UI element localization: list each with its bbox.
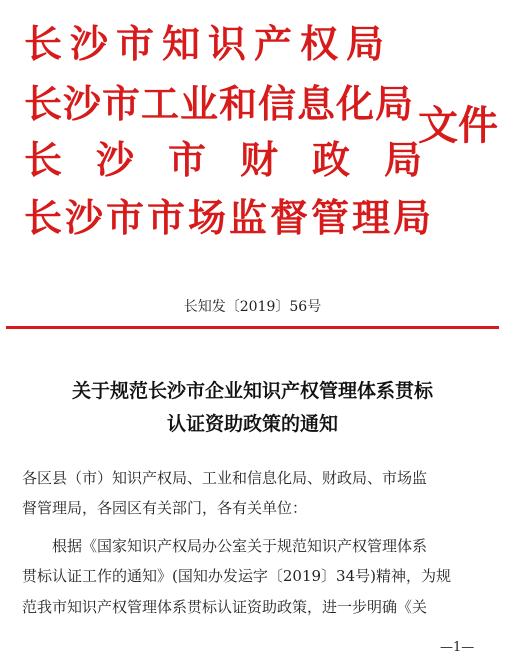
document-type-label: 文件 bbox=[418, 103, 498, 149]
red-header bbox=[0, 0, 505, 265]
issuer-market-supervision-bureau: 长沙市市场监督管理局 bbox=[24, 196, 435, 240]
body-line: 范我市知识产权管理体系贯标认证资助政策，进一步明确《关 bbox=[22, 598, 428, 616]
issuer-finance-bureau: 长沙市财政局 bbox=[24, 138, 457, 182]
body-line: 各区县（市）知识产权局、工业和信息化局、财政局、市场监 bbox=[22, 469, 428, 487]
notice-title-line-2: 认证资助政策的通知 bbox=[166, 413, 338, 435]
red-divider bbox=[6, 326, 499, 329]
page-number: —1— bbox=[440, 640, 475, 655]
issuer-ip-bureau: 长沙市知识产权局 bbox=[24, 22, 393, 66]
body-line: 贯标认证工作的通知》(国知办发运字〔2019〕34号)精神，为规 bbox=[22, 567, 451, 585]
notice-title-line-1: 关于规范长沙市企业知识产权管理体系贯标 bbox=[71, 380, 433, 402]
body-line: 督管理局，各园区有关部门，各有关单位： bbox=[22, 499, 308, 517]
body-line: 根据《国家知识产权局办公室关于规范知识产权管理体系 bbox=[52, 537, 428, 555]
issuer-industry-it-bureau: 长沙市工业和信息化局 bbox=[24, 82, 415, 126]
document-number: 长知发〔2019〕56号 bbox=[183, 299, 322, 315]
